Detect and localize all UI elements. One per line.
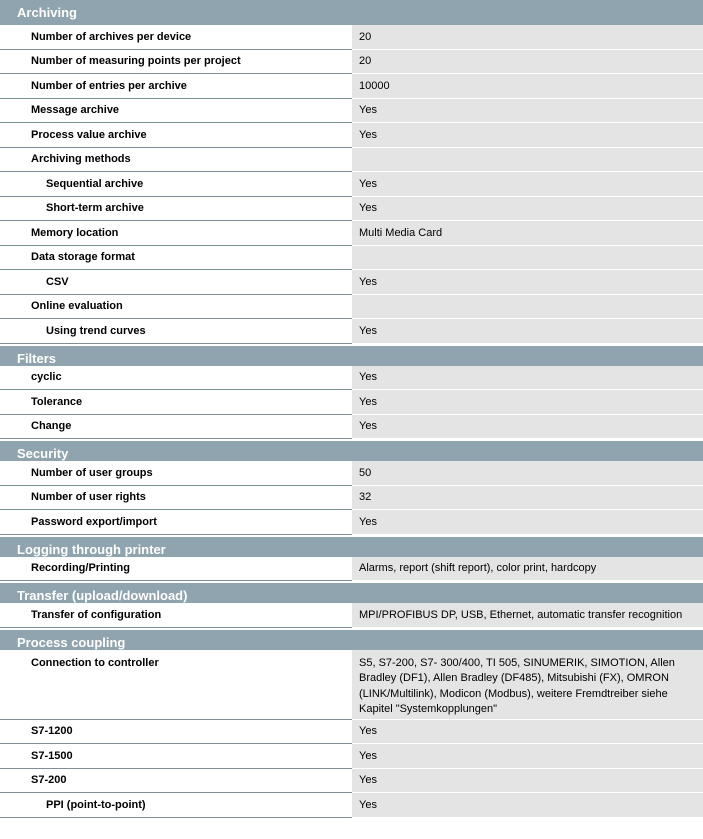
table-row: [0, 415, 703, 440]
table-row: [0, 769, 703, 794]
row-value: Yes: [352, 99, 703, 124]
row-value: Yes: [352, 197, 703, 222]
row-label: Change: [0, 415, 352, 440]
row-value: [352, 148, 703, 173]
table-row: [0, 50, 703, 75]
row-label: PPI (point-to-point): [0, 793, 352, 818]
section-header-security: Security: [0, 439, 703, 461]
row-label: Data storage format: [0, 246, 352, 271]
table-row: [0, 650, 703, 720]
row-label: Number of user groups: [0, 461, 352, 486]
section-header-process-coupling: Process coupling: [0, 628, 703, 650]
table-row: [0, 197, 703, 222]
row-label: Archiving methods: [0, 148, 352, 173]
row-value: Yes: [352, 769, 703, 794]
table-row: [0, 603, 703, 628]
row-label: CSV: [0, 270, 352, 295]
row-value: Yes: [352, 366, 703, 391]
row-label: Message archive: [0, 99, 352, 124]
row-value: 50: [352, 461, 703, 486]
row-label: S7-200: [0, 769, 352, 794]
section-header-logging: Logging through printer: [0, 535, 703, 557]
table-row: [0, 295, 703, 320]
table-row: [0, 319, 703, 344]
table-row: [0, 793, 703, 818]
table-row: [0, 172, 703, 197]
row-value: MPI/PROFIBUS DP, USB, Ethernet, automatic transfer recognition: [352, 603, 703, 628]
row-label: Process value archive: [0, 123, 352, 148]
row-label: S7-1200: [0, 720, 352, 745]
section-header-transfer: Transfer (upload/download): [0, 581, 703, 603]
row-value: Multi Media Card: [352, 221, 703, 246]
row-value: Alarms, report (shift report), color print, hardcopy: [352, 557, 703, 582]
table-row: [0, 148, 703, 173]
row-label: S7-1500: [0, 744, 352, 769]
row-value: Yes: [352, 793, 703, 818]
row-value: 32: [352, 486, 703, 511]
row-value: Yes: [352, 123, 703, 148]
table-row: [0, 461, 703, 486]
row-label: Short-term archive: [0, 197, 352, 222]
row-value: Yes: [352, 510, 703, 535]
row-label: Recording/Printing: [0, 557, 352, 582]
table-row: [0, 25, 703, 50]
row-label: Connection to controller: [0, 650, 352, 720]
row-value: 20: [352, 25, 703, 50]
table-row: [0, 557, 703, 582]
row-label: Tolerance: [0, 390, 352, 415]
row-value: [352, 295, 703, 320]
section-header-filters: Filters: [0, 344, 703, 366]
table-row: [0, 99, 703, 124]
row-label: cyclic: [0, 366, 352, 391]
table-row: [0, 510, 703, 535]
row-label: Using trend curves: [0, 319, 352, 344]
row-value: S5, S7-200, S7- 300/400, TI 505, SINUMERIK, SIMOTION, Allen Bradley (DF1), Allen Bradley (DF485), Mitsubishi (FX), OMRON (LINK/Multilink), Modicon (Modbus), weitere Fremdtreiber siehe Kapitel "Systemkopplungen": [352, 650, 703, 720]
table-row: [0, 390, 703, 415]
row-value: Yes: [352, 720, 703, 745]
table-row: [0, 246, 703, 271]
row-value: Yes: [352, 319, 703, 344]
row-label: Memory location: [0, 221, 352, 246]
row-value: Yes: [352, 390, 703, 415]
row-label: Transfer of configuration: [0, 603, 352, 628]
row-label: Sequential archive: [0, 172, 352, 197]
row-label: Number of measuring points per project: [0, 50, 352, 75]
row-value: [352, 246, 703, 271]
table-row: [0, 221, 703, 246]
table-row: [0, 123, 703, 148]
row-value: Yes: [352, 270, 703, 295]
row-value: 10000: [352, 74, 703, 99]
row-label: Number of archives per device: [0, 25, 352, 50]
row-value: 20: [352, 50, 703, 75]
section-header-archiving: Archiving: [0, 0, 703, 25]
table-row: [0, 74, 703, 99]
table-row: [0, 720, 703, 745]
row-label: Online evaluation: [0, 295, 352, 320]
row-label: Number of user rights: [0, 486, 352, 511]
row-value: Yes: [352, 744, 703, 769]
row-label: Number of entries per archive: [0, 74, 352, 99]
table-row: [0, 744, 703, 769]
row-value: Yes: [352, 415, 703, 440]
table-row: [0, 366, 703, 391]
table-row: [0, 270, 703, 295]
table-row: [0, 486, 703, 511]
row-value: Yes: [352, 172, 703, 197]
row-label: Password export/import: [0, 510, 352, 535]
